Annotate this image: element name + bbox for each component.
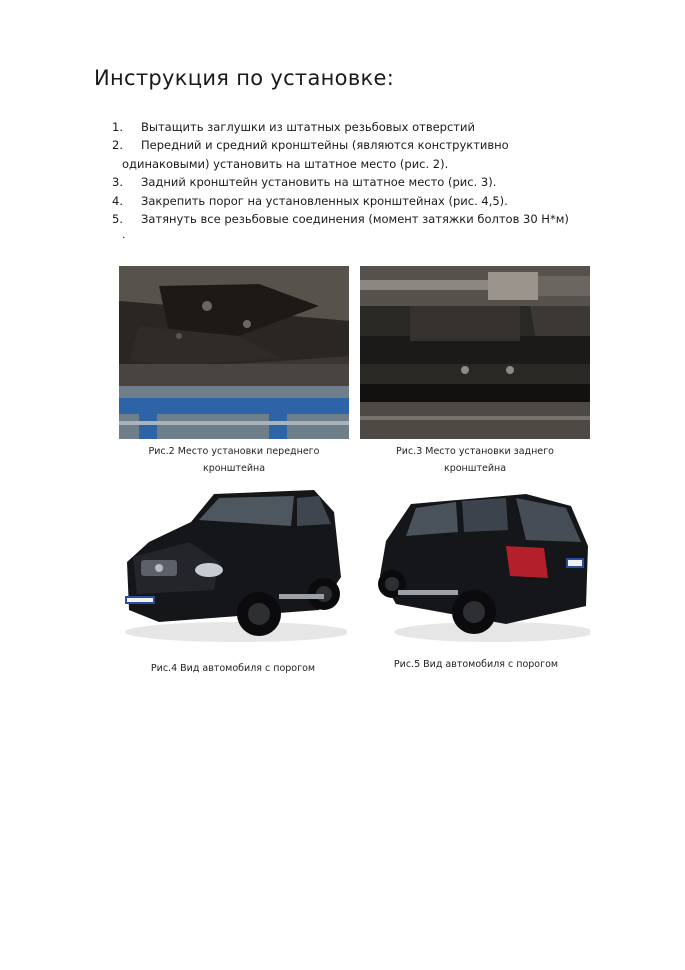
step-4: [112, 192, 632, 210]
step-number: 4.: [112, 193, 123, 208]
step-text: Задний кронштейн установить на штатное место (рис. 3).: [141, 175, 497, 190]
step-number: 3.: [112, 175, 123, 190]
figure-3-caption: [360, 443, 590, 477]
caption-line: кронштейна: [443, 463, 507, 474]
step-1: [112, 118, 632, 136]
figure-4-caption: [119, 660, 347, 677]
instruction-list: [112, 118, 632, 228]
step-text: Вытащить заглушки из штатных резьбовых отверстий: [141, 120, 475, 134]
figure-5-caption: [362, 656, 590, 673]
step-number: 2.: [112, 138, 123, 153]
caption-line: Рис.2 Место установки переднего: [148, 446, 320, 457]
step-text-continued: одинаковыми) установить на штатное место (рис. 2).: [122, 156, 449, 171]
step-text: Закрепить порог на установленных кронштейнах (рис. 4,5).: [141, 193, 508, 208]
step-3: [112, 173, 632, 191]
caption-line: Рис.4 Вид автомобиля с порогом: [150, 663, 316, 674]
photo-front-bracket: [119, 266, 349, 439]
step-text: Затянуть все резьбовые соединения (момент затяжки болтов 30 Н*м): [141, 212, 569, 227]
page-title: Инструкция по установке:: [94, 66, 395, 90]
photo-car-front: [119, 482, 347, 647]
caption-line: Рис.5 Вид автомобиля с порогом: [393, 659, 559, 670]
step-5: [112, 210, 632, 228]
step-text: Передний и средний кронштейны (являются конструктивно: [141, 138, 509, 153]
step-number: 1.: [112, 120, 123, 134]
photo-car-rear: [376, 486, 590, 646]
photo-rear-bracket: [360, 266, 590, 439]
figure-2-caption: [119, 443, 349, 477]
step-2: [112, 136, 632, 173]
step-number: 5.: [112, 212, 123, 227]
caption-line: Рис.3 Место установки заднего: [396, 446, 554, 457]
stray-mark: .: [122, 228, 126, 241]
caption-line: кронштейна: [202, 463, 266, 474]
